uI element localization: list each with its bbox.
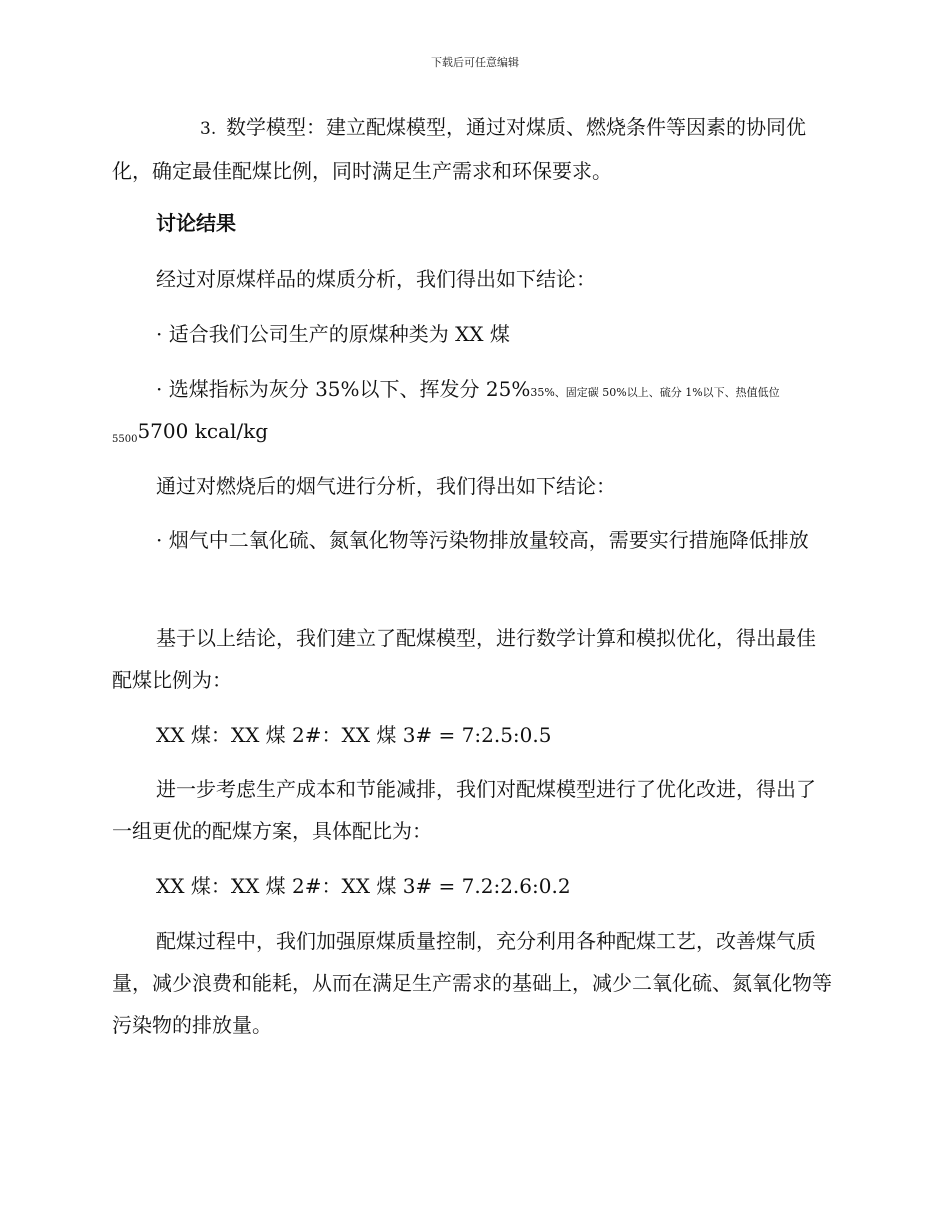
paragraph-conclusion: 配煤过程中，我们加强原煤质量控制，充分利用各种配煤工艺，改善煤气质量，减少浪费和能耗，从而在满足生产需求的基础上，减少二氧化硫、氮氧化物等污染物的排放量。 [112, 929, 832, 1037]
bullet-coal-index-cont [112, 410, 832, 461]
paragraph-flue-gas: 通过对燃烧后的烟气进行分析，我们得出如下结论： [156, 474, 616, 498]
bullet-coal-index-main: · 选煤指标为灰分 35%以下、挥发分 25% [156, 377, 531, 401]
heat-value-subscript: 5500 [112, 434, 138, 445]
page-header: 下载后可任意编辑 [431, 56, 519, 69]
bullet-emissions: · 烟气中二氧化硫、氮氧化物等污染物排放量较高，需要实行措施降低排放 [156, 528, 809, 552]
bullet-coal-type: · 适合我们公司生产的原煤种类为 XX 煤 [156, 322, 510, 346]
list-number: 3. [200, 119, 217, 139]
paragraph-optimization: 进一步考虑生产成本和节能减排，我们对配煤模型进行了优化改进，得出了一组更优的配煤方案，具体配比为： [112, 777, 816, 843]
ratio-optimized: XX 煤：XX 煤 2#：XX 煤 3# = 7.2:2.6:0.2 [156, 874, 571, 898]
heat-value-text: 5700 kcal/kg [137, 419, 269, 443]
bullet-coal-index [112, 368, 832, 414]
list-item-text: 数学模型：建立配煤模型，通过对煤质、燃烧条件等因素的协同优化，确定最佳配煤比例，同时满足生产需求和环保要求。 [112, 115, 806, 183]
section-heading: 讨论结果 [156, 211, 236, 235]
bullet-coal-index-small: 35%、固定碳 50%以上、硫分 1%以下、热值低位 [530, 386, 780, 399]
ratio-initial: XX 煤：XX 煤 2#：XX 煤 3# = 7:2.5:0.5 [156, 723, 552, 747]
list-item-3 [112, 106, 832, 192]
paragraph-model: 基于以上结论，我们建立了配煤模型，进行数学计算和模拟优化，得出最佳配煤比例为： [112, 626, 816, 692]
paragraph-coal-analysis: 经过对原煤样品的煤质分析，我们得出如下结论： [156, 267, 596, 291]
